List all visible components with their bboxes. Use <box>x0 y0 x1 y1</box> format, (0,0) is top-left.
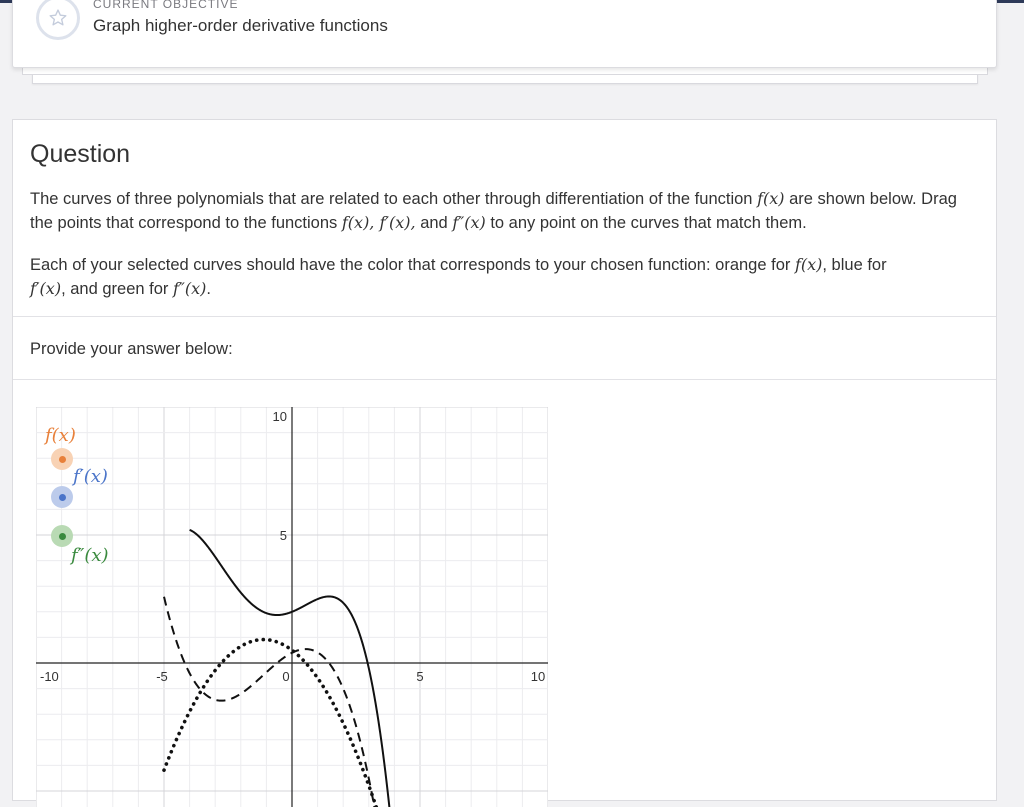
math-expression: f″(x) <box>452 213 486 232</box>
math-expression: f(x), f′(x), <box>341 213 416 232</box>
question-heading: Question <box>30 140 131 168</box>
objective-badge <box>36 0 80 40</box>
x-tick-label: -5 <box>156 669 168 684</box>
question-card <box>12 119 997 801</box>
f-double-prime-handle-dot <box>59 533 66 540</box>
x-tick-label: 10 <box>530 669 546 684</box>
y-tick-label: 5 <box>279 528 287 543</box>
f-prime-label <box>73 466 108 487</box>
instruction-text: are shown below. Drag the points that correspond to the functions <box>30 190 957 232</box>
instruction-text: , and green for <box>61 280 173 298</box>
f-label <box>45 425 76 446</box>
question-instructions <box>30 187 980 235</box>
question-color-instructions <box>30 253 980 301</box>
instruction-text: . <box>206 280 211 298</box>
x-tick-label: 0 <box>282 669 290 684</box>
f-prime-drag-handle[interactable] <box>51 486 73 508</box>
f-double-prime-label-text: f″(x) <box>71 545 109 566</box>
math-expression: f′(x) <box>30 279 62 298</box>
math-expression: f(x) <box>794 255 823 274</box>
f-prime-handle-dot <box>59 494 66 501</box>
section-divider <box>13 379 996 380</box>
f-double-prime-drag-handle[interactable] <box>51 525 73 547</box>
f-double-prime-label <box>71 545 109 566</box>
f-prime-label-text: f′(x) <box>73 466 108 487</box>
y-tick-label: 10 <box>272 409 287 424</box>
top-edge <box>996 0 1024 3</box>
math-expression: f″(x) <box>172 279 207 298</box>
instruction-text: to any point on the curves that match them. <box>485 214 807 232</box>
instruction-text: , blue for <box>822 256 887 274</box>
math-expression: f(x) <box>757 189 785 208</box>
f-label-text: f(x) <box>45 425 76 446</box>
answer-prompt: Provide your answer below: <box>30 340 233 358</box>
instruction-text: and <box>415 214 453 232</box>
top-edge <box>0 0 12 3</box>
star-icon <box>48 8 68 28</box>
graph-area[interactable] <box>36 407 548 807</box>
instruction-text: Each of your selected curves should have the color that corresponds to your chosen function: orange for <box>30 256 795 274</box>
f-drag-handle[interactable] <box>51 448 73 470</box>
objective-title: Graph higher-order derivative functions <box>93 16 388 35</box>
f-handle-dot <box>59 456 66 463</box>
graph-canvas[interactable] <box>36 407 548 807</box>
objective-label: CURRENT OBJECTIVE <box>93 0 239 11</box>
instruction-text: The curves of three polynomials that are related to each other through differentiation of the function <box>30 190 758 208</box>
objective-card <box>12 0 997 68</box>
x-tick-label: 5 <box>416 669 424 684</box>
x-tick-label: -10 <box>40 669 59 684</box>
section-divider <box>13 316 996 317</box>
